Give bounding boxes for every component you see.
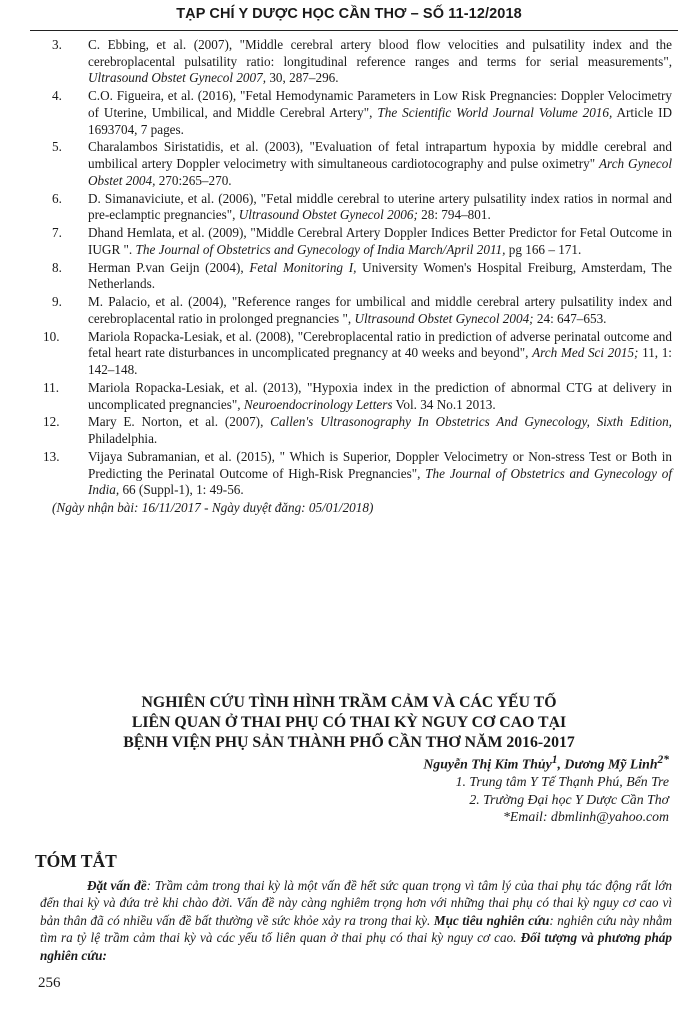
title-line: NGHIÊN CỨU TÌNH HÌNH TRẦM CẢM VÀ CÁC YẾU TỐ: [141, 694, 557, 711]
author-1-affiliation: 1: [551, 754, 558, 766]
reference-text: Dhand Hemlata, et al. (2009), "Middle Cerebral Artery Doppler Indices Better Predictor for Fetal Outcome in IUGR ".: [88, 225, 672, 257]
abstract-label-background: Đặt vấn đề: [87, 878, 147, 893]
reference-item: [52, 260, 672, 293]
reference-number: 6.: [52, 190, 62, 206]
page-number: 256: [38, 975, 61, 991]
reference-text: Mariola Ropacka-Lesiak, et al. (2008), "Cerebroplacental ratio in prediction of adverse perinatal outcome and fetal heart rate disturbances in uncomplicated pregnancy at 40 weeks and beyond",: [88, 328, 672, 361]
abstract-text: [40, 877, 672, 964]
contact-email: *Email: dbmlinh@yahoo.com: [503, 809, 669, 825]
title-line: LIÊN QUAN Ở THAI PHỤ CÓ THAI KỲ NGUY CƠ CAO TẠI: [131, 714, 567, 731]
reference-details: 11, 1: 142–148.: [88, 345, 672, 378]
title-line: BỆNH VIỆN PHỤ SẢN THÀNH PHỐ CẦN THƠ NĂM 2016-2017: [123, 734, 575, 751]
reference-source: Ultrasound Obstet Gynecol 2006;: [238, 207, 418, 223]
reference-list: [43, 37, 673, 518]
reference-number: 9.: [52, 294, 62, 310]
reference-number: 3.: [52, 37, 62, 52]
header-rule: [30, 30, 678, 31]
reference-details: Vol. 34 No.1 2013.: [392, 396, 496, 412]
reference-details: 28: 794–801.: [417, 207, 491, 223]
reference-number: 4.: [52, 88, 62, 104]
reference-text: C.O. Figueira, et al. (2016), "Fetal Hemodynamic Parameters in Low Risk Pregnancies: Doppler Velocimetry of Uterine, Umbilical, and Middle Cerebral Artery",: [88, 88, 672, 120]
reference-text: Mariola Ropacka-Lesiak, et al. (2013), "Hypoxia index in the prediction of abnormal CTG at delivery in uncomplicated pregnancies",: [88, 379, 672, 412]
reference-item: [43, 414, 672, 447]
reference-item: [52, 37, 672, 87]
reference-details: pg 166 – 171.: [505, 241, 582, 257]
reference-item: [52, 294, 672, 327]
reference-number: 8.: [52, 259, 62, 275]
author-2-affiliation: 2*: [657, 754, 669, 766]
abstract-objective-text: : nghiên cứu này nhằm tìm ra tỷ lệ trầm cảm thai kỳ và các yếu tố liên quan ở thai phụ có thai kỳ nguy cơ cao.: [40, 912, 672, 946]
reference-source: Callen's Ultrasonography In Obstetrics And Gynecology, Sixth Edition,: [270, 414, 672, 430]
reference-source: The Journal of Obstetrics and Gynecology of India,: [88, 465, 672, 498]
affiliation-2: 2. Trường Đại học Y Dược Cần Thơ: [469, 791, 669, 807]
reference-text: Mary E. Norton, et al. (2007),: [88, 414, 271, 430]
reference-item: [52, 139, 672, 189]
reference-item: [43, 379, 672, 413]
reference-details: 24: 647–653.: [533, 310, 607, 326]
reference-item: [43, 448, 672, 499]
received-dates: (Ngày nhận bài: 16/11/2017 - Ngày duyệt đăng: 05/01/2018): [52, 500, 374, 516]
reference-details: Article ID 1693704, 7 pages.: [88, 104, 672, 137]
reference-source: Ultrasound Obstet Gynecol 2007,: [88, 70, 267, 86]
reference-text: Vijaya Subramanian, et al. (2015), " Which is Superior, Doppler Velocimetry or Non-stress Test or Both in Predicting the Perinatal Outcome of High-Risk Pregnancies",: [88, 448, 672, 481]
reference-details: University Women's Hospital Freiburg, Amsterdam, The Netherlands.: [88, 259, 673, 292]
reference-source: Ultrasound Obstet Gynecol 2004;: [354, 310, 534, 326]
reference-details: 66 (Suppl-1), 1: 49-56.: [119, 482, 244, 498]
reference-source: Arch Med Sci 2015;: [532, 345, 639, 361]
affiliation-1: 1. Trung tâm Y Tế Thạnh Phú, Bến Tre: [455, 774, 669, 790]
author-1: Nguyễn Thị Kim Thủy: [423, 756, 552, 772]
reference-item: [52, 88, 672, 138]
reference-number: 13.: [43, 448, 60, 464]
reference-details: Philadelphia.: [88, 431, 158, 447]
reference-details: 30, 287–296.: [266, 70, 339, 86]
reference-text: Herman P.van Geijn (2004),: [88, 259, 250, 275]
reference-text: Charalambos Siristatidis, et al. (2003), "Evaluation of fetal intrapartum hypoxia by middle cerebral and umbilical artery Doppler velocimetry with simultaneous cardiotocography and pulse oximetry": [88, 139, 672, 172]
reference-number: 7.: [52, 225, 62, 241]
reference-source: The Scientific World Journal Volume 2016,: [377, 104, 613, 120]
reference-item: [43, 328, 672, 379]
article-title: [20, 693, 678, 753]
reference-number: 11.: [43, 379, 59, 395]
author-block: [423, 752, 669, 826]
reference-source: Neuroendocrinology Letters: [243, 396, 393, 412]
reference-number: 12.: [43, 414, 60, 430]
abstract-label-methods: Đối tượng và phương pháp nghiên cứu:: [40, 930, 672, 963]
reference-item: [52, 191, 672, 224]
abstract-heading: TÓM TẮT: [35, 851, 117, 871]
reference-details: 270:265–270.: [155, 172, 232, 188]
reference-item: [52, 225, 672, 258]
author-names: [423, 752, 669, 773]
reference-number: 5.: [52, 139, 62, 155]
reference-source: Fetal Monitoring I,: [249, 259, 357, 275]
reference-text: D. Simanaviciute, et al. (2006), "Fetal middle cerebral to uterine artery pulsatility index ratios in normal and pre-eclamptic pregnancies",: [88, 190, 672, 223]
journal-header: TẠP CHÍ Y DƯỢC HỌC CẦN THƠ – SỐ 11-12/2018: [176, 6, 522, 22]
reference-source: The Journal of Obstetrics and Gynecology of India March/April 2011,: [135, 241, 506, 257]
reference-text: C. Ebbing, et al. (2007), "Middle cerebral artery blood flow velocities and pulsatility index and the cerebroplacental pulsatility ratio: longitudinal reference ranges and terms for serial measurements",: [88, 37, 672, 69]
reference-number: 10.: [43, 328, 60, 344]
reference-source: Arch Gynecol Obstet 2004,: [88, 156, 672, 188]
abstract-label-objective: Mục tiêu nghiên cứu: [433, 912, 550, 928]
abstract-background-text: : Trầm cảm trong thai kỳ là một vấn đề hết sức quan trọng vì tâm lý của thai phụ tác động rất lớn đến thai kỳ và đứa trẻ khi chào đời. Vấn đề này càng nghiêm trọng hơn với những thai phụ có thai kỳ nguy cơ cao vì bản thân đã có nhiều vấn đề bất thường về sức khỏe xảy ra trong thai kỳ.: [40, 878, 672, 928]
author-separator: ,: [557, 756, 565, 772]
reference-text: M. Palacio, et al. (2004), "Reference ranges for umbilical and middle cerebral artery pulsatility index and cerebroplacental ratio in prolonged pregnancies ",: [88, 294, 672, 326]
author-2: Dương Mỹ Linh: [564, 756, 658, 772]
